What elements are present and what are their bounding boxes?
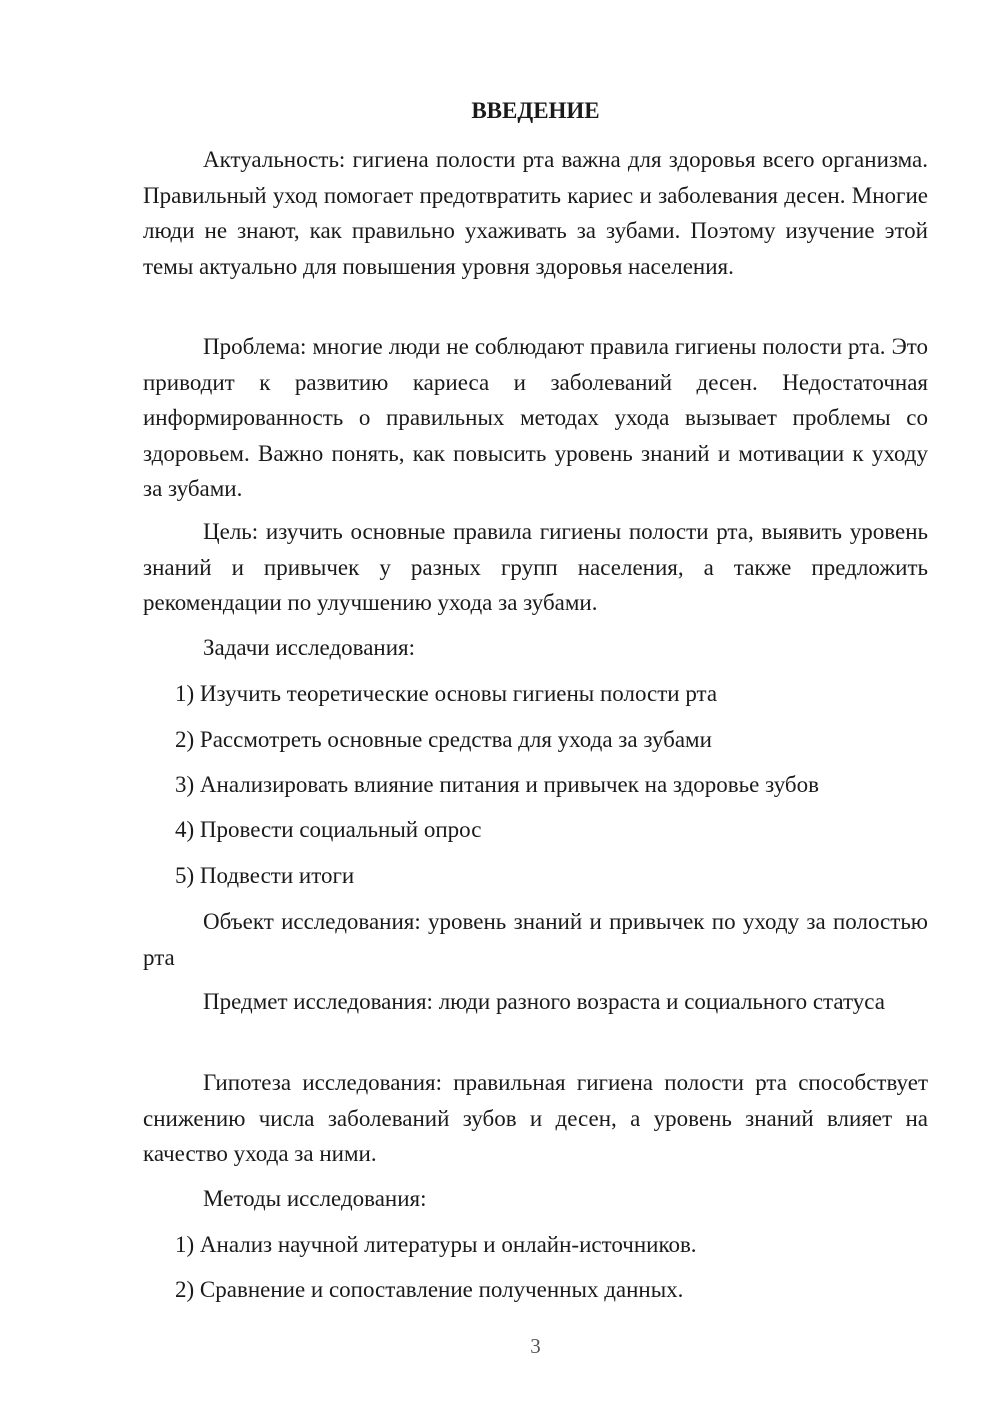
page-number: 3 [530,1334,541,1358]
paragraph-relevance: Актуальность: гигиена полости рта важна для здоровья всего организма. Правильный уход помогает предотвратить кариес и заболевания десен. Многие люди не знают, как правильно ухаживать за зубами. Поэтому изучение этой темы актуально для повышения уровня здоровья населения. [143,147,928,279]
paragraph-problem: Проблема: многие люди не соблюдают правила гигиены полости рта. Это приводит к развитию кариеса и заболеваний десен. Недостаточная информированность о правильных методах ухода вызывает проблемы со здоровьем. Важно понять, как повысить уровень знаний и мотивации к уходу за зубами. [143,334,928,501]
tasks-heading: Задачи исследования: [203,635,416,660]
paragraph-subject: Предмет исследования: люди разного возраста и социального статуса [203,989,885,1014]
methods-heading: Методы исследования: [203,1186,427,1211]
paragraph-goal: Цель: изучить основные правила гигиены полости рта, выявить уровень знаний и привычек у разных групп населения, а также предложить рекомендации по улучшению ухода за зубами. [143,519,928,615]
task-item: 3) Анализировать влияние питания и привычек на здоровье зубов [175,772,819,797]
method-item: 1) Анализ научной литературы и онлайн-источников. [175,1232,697,1257]
task-item: 5) Подвести итоги [175,863,355,888]
paragraph-hypothesis: Гипотеза исследования: правильная гигиена полости рта способствует снижению числа заболеваний зубов и десен, а уровень знаний влияет на качество ухода за ними. [143,1070,928,1166]
paragraph-object: Объект исследования: уровень знаний и привычек по уходу за полостью рта [143,909,928,970]
task-item: 4) Провести социальный опрос [175,817,482,842]
method-item: 2) Сравнение и сопоставление полученных данных. [175,1277,684,1302]
document-page [143,0,928,1414]
document-title: ВВЕДЕНИЕ [471,98,600,123]
task-item: 2) Рассмотреть основные средства для ухода за зубами [175,727,712,752]
task-item: 1) Изучить теоретические основы гигиены полости рта [175,681,718,706]
